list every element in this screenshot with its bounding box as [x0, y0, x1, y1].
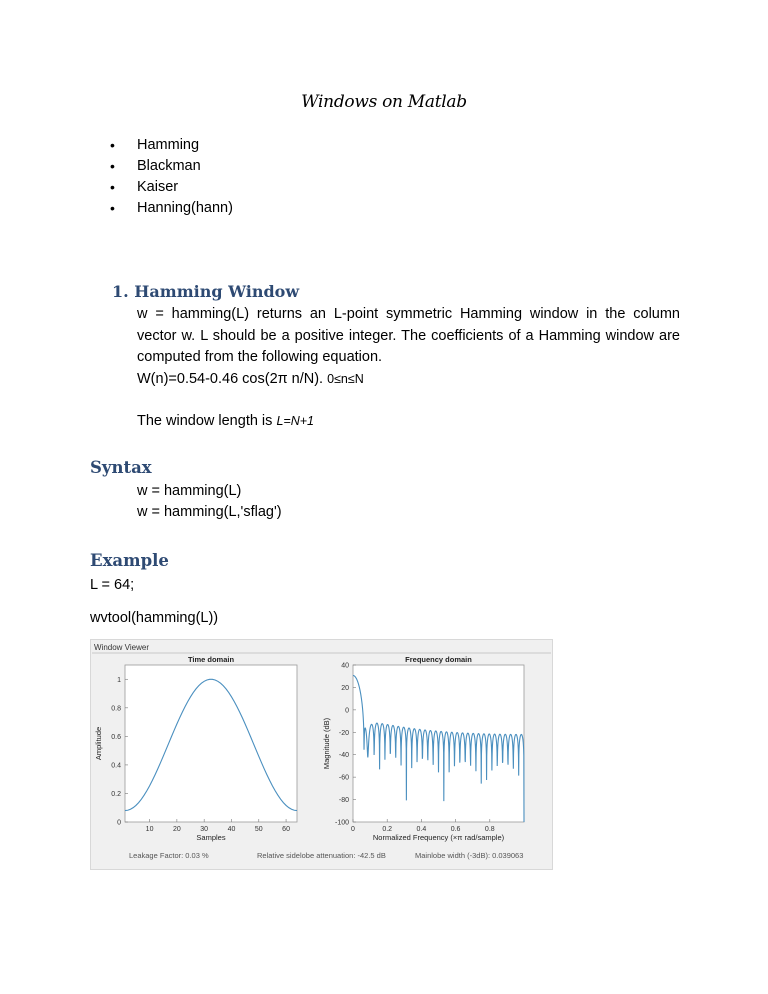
frequency-domain-plot: [322, 655, 524, 842]
description: w = hamming(L) returns an L-point symmetric Hamming window in the column vector w. L should be a positive integer. The coefficients of a Hamming window are computed from the following equation.: [137, 306, 680, 365]
y-axis-label: Magnitude (dB): [322, 717, 331, 770]
y-tick-label: 1: [117, 676, 121, 684]
mainlobe-width: Mainlobe width (-3dB): 0.039063: [415, 851, 524, 860]
syntax-line: w = hamming(L,'sflag'): [137, 504, 282, 520]
x-axis-label: Samples: [196, 833, 226, 842]
x-axis-label: Normalized Frequency (×π rad/sample): [372, 833, 505, 842]
window-viewer-title: Window Viewer: [94, 643, 149, 652]
example-code: L = 64;: [90, 577, 135, 593]
y-tick-label: 20: [341, 684, 349, 692]
y-tick-label: -100: [334, 819, 349, 827]
syntax-line: w = hamming(L): [137, 483, 242, 499]
example-heading: Example: [90, 551, 169, 570]
y-tick-label: 0.2: [111, 790, 121, 798]
y-tick-label: 0: [345, 707, 349, 715]
chart-title: Time domain: [187, 655, 235, 664]
list-item: • Blackman: [110, 156, 233, 177]
x-tick-label: 40: [227, 826, 236, 833]
sidelobe-attenuation: Relative sidelobe attenuation: -42.5 dB: [257, 851, 386, 860]
x-tick-label: 50: [254, 826, 263, 833]
window-viewer-svg: [91, 640, 552, 869]
y-tick-label: -20: [338, 729, 349, 737]
y-tick-label: -40: [338, 752, 349, 760]
list-item: • Hanning(hann): [110, 198, 233, 219]
x-tick-label: 0.4: [416, 826, 427, 833]
list-item: • Hamming: [110, 135, 233, 156]
y-tick-label: 40: [341, 662, 349, 670]
x-tick-label: 0.6: [450, 826, 461, 833]
x-tick-label: 0.8: [484, 826, 495, 833]
section-body: [137, 304, 680, 433]
y-tick-label: 0.8: [111, 705, 121, 713]
y-tick-label: -60: [338, 774, 349, 782]
y-tick-label: 0.4: [111, 762, 121, 770]
window-viewer-figure: [90, 639, 553, 870]
x-tick-label: 10: [145, 826, 154, 833]
x-tick-label: 60: [282, 826, 290, 833]
plot-area: [125, 665, 297, 822]
equation-range: 0≤n≤N: [327, 371, 364, 386]
syntax-heading: Syntax: [90, 458, 152, 477]
x-tick-label: 30: [200, 826, 209, 833]
equation: W(n)=0.54-0.46 cos(2π n/N).: [137, 370, 324, 387]
y-tick-label: 0.6: [111, 733, 121, 741]
leakage-factor: Leakage Factor: 0.03 %: [129, 851, 209, 860]
x-tick-label: 0: [351, 826, 355, 833]
example-code: wvtool(hamming(L)): [90, 610, 219, 626]
chart-title: Frequency domain: [405, 655, 472, 664]
x-tick-label: 0.2: [382, 826, 393, 833]
list-item: • Kaiser: [110, 177, 233, 198]
length-formula: L=N+1: [276, 414, 314, 428]
y-axis-label: Amplitude: [94, 726, 103, 761]
page-title: Windows on Matlab: [301, 92, 467, 112]
windows-list: [110, 135, 233, 219]
length-line: [137, 411, 680, 433]
time-domain-plot: [94, 655, 297, 842]
y-tick-label: 0: [117, 819, 121, 827]
length-text: The window length is: [137, 413, 273, 429]
y-tick-label: -80: [338, 797, 349, 805]
equation-line: [137, 369, 680, 391]
section-heading-hamming: 1. Hamming Window: [112, 282, 300, 301]
x-tick-label: 20: [172, 826, 181, 833]
